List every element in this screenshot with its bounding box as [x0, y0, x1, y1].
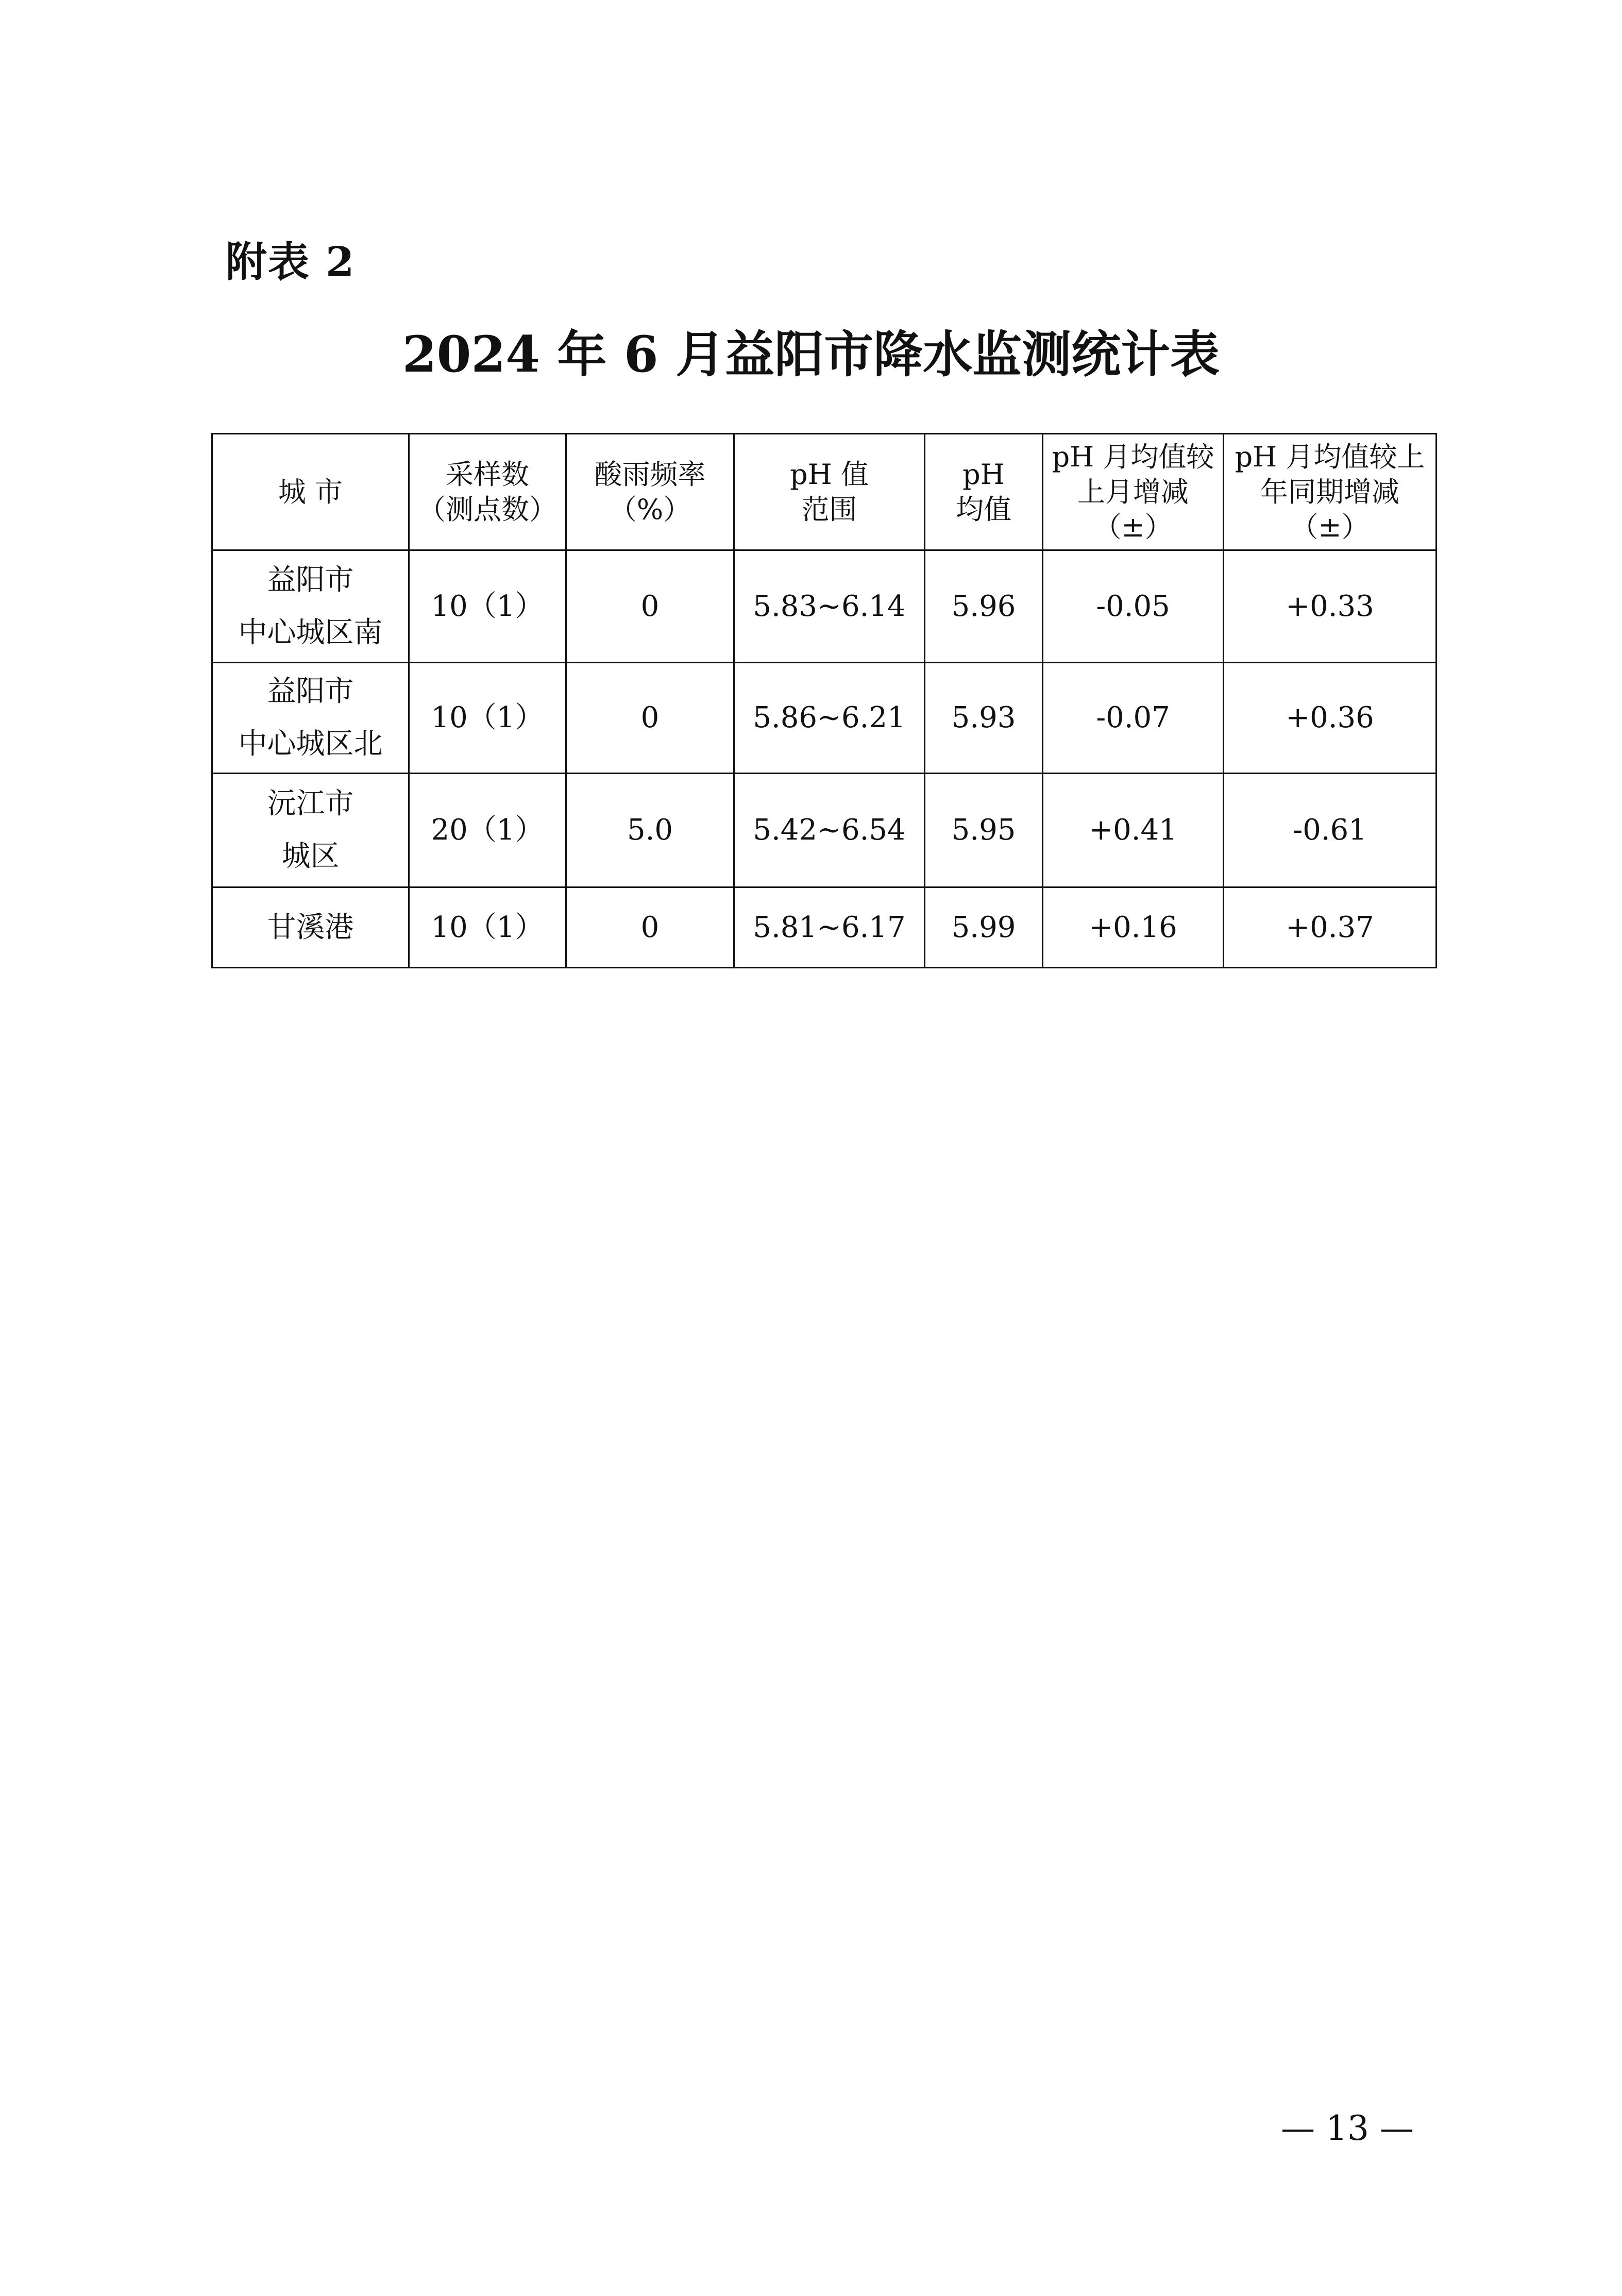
cell-city	[212, 663, 409, 774]
header-line: pH 值	[790, 458, 869, 491]
city-line: 中心城区南	[238, 615, 383, 649]
header-line: 城 市	[278, 475, 343, 508]
page-number: — 13 —	[1281, 2108, 1414, 2148]
cell-month-over-month: -0.05	[1043, 550, 1224, 663]
cell-samples: 20（1）	[409, 774, 566, 887]
header-line: 采样数	[446, 458, 529, 491]
precipitation-stats-table	[211, 433, 1437, 968]
cell-city	[212, 550, 409, 663]
cell-year-over-year: +0.37	[1224, 887, 1437, 968]
header-line: pH 月均值较	[1052, 440, 1214, 473]
cell-year-over-year: -0.61	[1224, 774, 1437, 887]
header-line: 年同期增减	[1260, 475, 1399, 508]
cell-acid-rain-frequency: 0	[566, 663, 734, 774]
cell-ph-mean: 5.95	[925, 774, 1043, 887]
city-line: 城区	[281, 840, 340, 873]
cell-acid-rain-frequency: 0	[566, 887, 734, 968]
header-line: pH	[962, 458, 1005, 491]
table-row	[212, 550, 1437, 663]
header-samples	[409, 434, 566, 550]
cell-samples: 10（1）	[409, 663, 566, 774]
cell-ph-range: 5.42~6.54	[734, 774, 925, 887]
cell-city	[212, 887, 409, 968]
header-line: （±）	[1290, 510, 1370, 543]
cell-acid-rain-frequency: 5.0	[566, 774, 734, 887]
cell-samples: 10（1）	[409, 887, 566, 968]
header-ph-mean	[925, 434, 1043, 550]
header-line: pH 月均值较上	[1235, 440, 1425, 473]
cell-month-over-month: -0.07	[1043, 663, 1224, 774]
appendix-label: 附表 2	[226, 238, 356, 286]
cell-ph-mean: 5.93	[925, 663, 1043, 774]
cell-ph-mean: 5.99	[925, 887, 1043, 968]
city-line: 益阳市	[267, 563, 354, 597]
header-ph-range	[734, 434, 925, 550]
city-line: 益阳市	[267, 675, 354, 708]
table-row	[212, 887, 1437, 968]
header-line: 均值	[956, 493, 1011, 526]
cell-ph-range: 5.83~6.14	[734, 550, 925, 663]
city-line: 甘溪港	[267, 910, 354, 944]
cell-samples: 10（1）	[409, 550, 566, 663]
header-line: 酸雨频率	[594, 458, 706, 491]
header-city	[212, 434, 409, 550]
cell-acid-rain-frequency: 0	[566, 550, 734, 663]
header-month-over-month	[1043, 434, 1224, 550]
header-line: （%）	[609, 493, 691, 526]
header-line: （±）	[1093, 510, 1173, 543]
cell-year-over-year: +0.33	[1224, 550, 1437, 663]
cell-ph-range: 5.86~6.21	[734, 663, 925, 774]
header-acid-rain-frequency	[566, 434, 734, 550]
table-row	[212, 663, 1437, 774]
city-line: 中心城区北	[238, 727, 383, 761]
cell-month-over-month: +0.41	[1043, 774, 1224, 887]
cell-year-over-year: +0.36	[1224, 663, 1437, 774]
cell-ph-mean: 5.96	[925, 550, 1043, 663]
table-row	[212, 774, 1437, 887]
header-line: 上月增减	[1077, 475, 1189, 508]
cell-city	[212, 774, 409, 887]
page-title: 2024 年 6 月益阳市降水监测统计表	[402, 325, 1220, 383]
cell-month-over-month: +0.16	[1043, 887, 1224, 968]
table-header-row	[212, 434, 1437, 550]
cell-ph-range: 5.81~6.17	[734, 887, 925, 968]
header-line: （测点数）	[418, 493, 557, 526]
header-year-over-year	[1224, 434, 1437, 550]
city-line: 沅江市	[267, 787, 354, 820]
header-line: 范围	[801, 493, 857, 526]
